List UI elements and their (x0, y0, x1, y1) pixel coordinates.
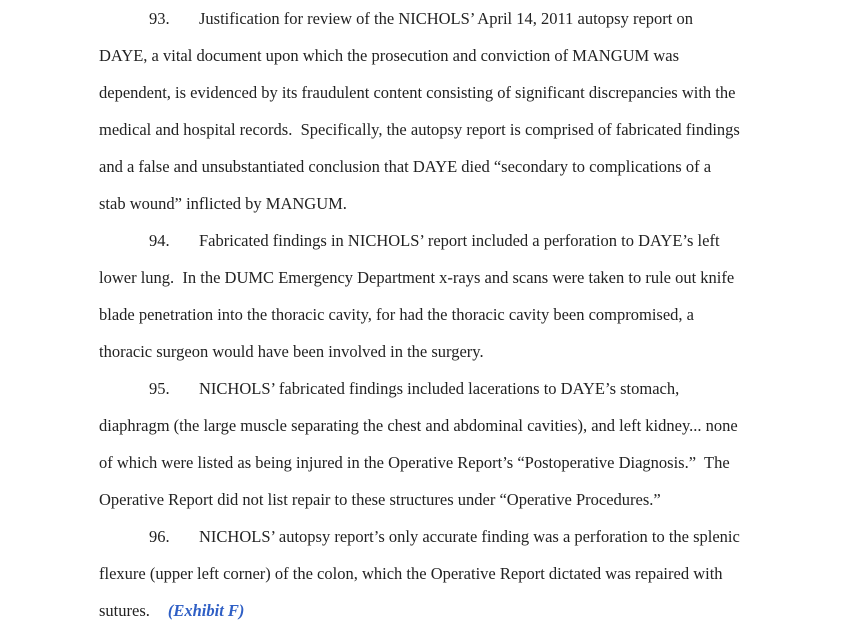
text-line (99, 185, 850, 222)
text-line (99, 296, 850, 333)
text-line (99, 555, 850, 592)
text-line (99, 37, 850, 74)
text-line (99, 333, 850, 370)
paragraph-text: dependent, is evidenced by its fraudulent content consisting of significant discrepancies with the (99, 83, 736, 102)
paragraph (99, 0, 850, 222)
paragraph-number: 96. (149, 527, 170, 546)
paragraph-text: Operative Report did not list repair to these structures under “Operative Procedures.” (99, 490, 661, 509)
document-body (99, 0, 850, 629)
text-line (99, 111, 850, 148)
paragraph-text: Fabricated findings in NICHOLS’ report included a perforation to DAYE’s left (199, 231, 720, 250)
paragraph-text: flexure (upper left corner) of the colon, which the Operative Report dictated was repaired with (99, 564, 723, 583)
text-line (99, 518, 850, 555)
paragraph-text: lower lung. In the DUMC Emergency Department x-rays and scans were taken to rule out knife (99, 268, 735, 287)
text-line (99, 592, 850, 629)
paragraph-text: and a false and unsubstantiated conclusion that DAYE died “secondary to complications of a (99, 157, 712, 176)
text-line (99, 222, 850, 259)
text-line (99, 407, 850, 444)
text-line (99, 259, 850, 296)
paragraph-number: 94. (149, 231, 170, 250)
text-line (99, 148, 850, 185)
paragraph-text: of which were listed as being injured in the Operative Report’s “Postoperative Diagnosis.” The (99, 453, 730, 472)
paragraph-text: sutures. (99, 601, 150, 620)
text-line (99, 74, 850, 111)
text-line (99, 481, 850, 518)
paragraph-text: medical and hospital records. Specifically, the autopsy report is comprised of fabricated findings (99, 120, 740, 139)
text-line (99, 370, 850, 407)
paragraph (99, 370, 850, 518)
paragraph-text: NICHOLS’ fabricated findings included lacerations to DAYE’s stomach, (199, 379, 680, 398)
paragraph-text: Justification for review of the NICHOLS’ April 14, 2011 autopsy report on (199, 9, 693, 28)
text-line (99, 444, 850, 481)
text-line (99, 0, 850, 37)
paragraph-text: thoracic surgeon would have been involved in the surgery. (99, 342, 484, 361)
paragraph-number: 93. (149, 9, 170, 28)
paragraph-text: stab wound” inflicted by MANGUM. (99, 194, 347, 213)
paragraph-text: NICHOLS’ autopsy report’s only accurate finding was a perforation to the splenic (199, 527, 740, 546)
paragraph (99, 222, 850, 370)
paragraph-text: diaphragm (the large muscle separating the chest and abdominal cavities), and left kidney... none (99, 416, 738, 435)
paragraph-text: DAYE, a vital document upon which the prosecution and conviction of MANGUM was (99, 46, 679, 65)
paragraph (99, 518, 850, 629)
paragraph-text: blade penetration into the thoracic cavity, for had the thoracic cavity been compromised, a (99, 305, 694, 324)
exhibit-link[interactable]: (Exhibit F) (167, 601, 245, 620)
paragraph-number: 95. (149, 379, 170, 398)
